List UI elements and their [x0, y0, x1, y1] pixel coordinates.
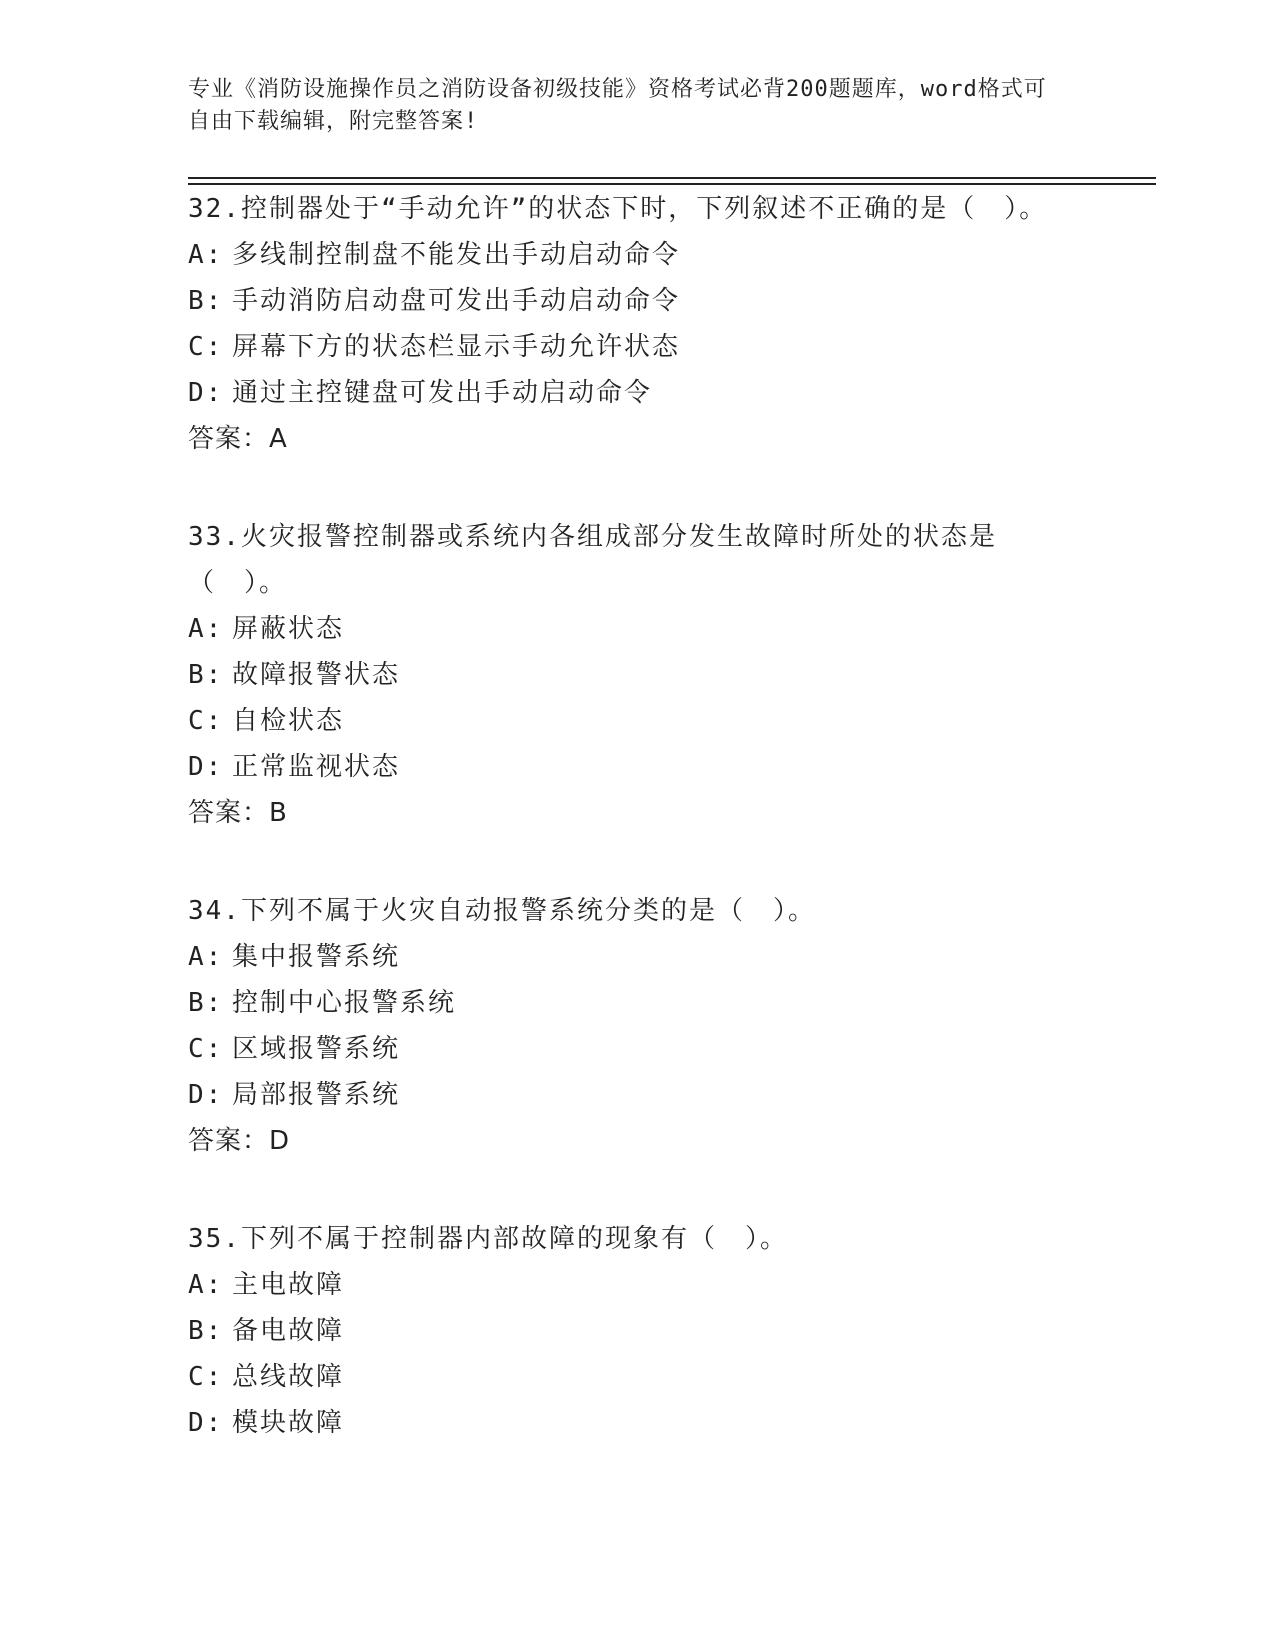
- option-text: 多线制控制盘不能发出手动启动命令: [232, 240, 681, 270]
- answer-line: 答案：D: [188, 1126, 291, 1156]
- option-letter: B:: [188, 286, 224, 316]
- option-text: 主电故障: [232, 1270, 345, 1300]
- option-text: 模块故障: [232, 1408, 345, 1438]
- option-b: [188, 652, 1068, 698]
- option-a: [188, 232, 1068, 278]
- option-letter: D:: [188, 378, 224, 408]
- document-header: 专业《消防设施操作员之消防设备初级技能》资格考试必背200题题库，word格式可自由下载编辑，附完整答案!: [188, 77, 1047, 134]
- header-divider-bottom: [188, 183, 1156, 185]
- option-d: [188, 1400, 1068, 1446]
- option-text: 屏幕下方的状态栏显示手动允许状态: [232, 332, 681, 362]
- option-text: 屏蔽状态: [232, 614, 345, 644]
- option-letter: C:: [188, 706, 224, 736]
- option-text: 总线故障: [232, 1362, 345, 1392]
- question-stem: 32.控制器处于“手动允许”的状态下时，下列叙述不正确的是（ ）。: [188, 194, 1048, 224]
- option-text: 自检状态: [232, 706, 345, 736]
- option-letter: B:: [188, 1316, 224, 1346]
- option-a: [188, 606, 1068, 652]
- option-letter: C:: [188, 1034, 224, 1064]
- option-letter: D:: [188, 1408, 224, 1438]
- option-a: [188, 934, 1068, 980]
- option-text: 控制中心报警系统: [232, 988, 457, 1018]
- question-33: [188, 514, 1068, 836]
- option-d: [188, 744, 1068, 790]
- question-stem: 33.火灾报警控制器或系统内各组成部分发生故障时所处的状态是（ ）。: [188, 522, 997, 598]
- question-32: [188, 186, 1068, 462]
- option-letter: C:: [188, 332, 224, 362]
- question-34: [188, 888, 1068, 1164]
- question-stem: 34.下列不属于火灾自动报警系统分类的是（ ）。: [188, 896, 816, 926]
- option-b: [188, 980, 1068, 1026]
- question-35: [188, 1216, 1068, 1446]
- option-letter: B:: [188, 988, 224, 1018]
- option-letter: C:: [188, 1362, 224, 1392]
- option-letter: A:: [188, 240, 224, 270]
- option-b: [188, 1308, 1068, 1354]
- answer-line: 答案：B: [188, 798, 288, 828]
- option-letter: D:: [188, 752, 224, 782]
- option-d: [188, 370, 1068, 416]
- option-text: 备电故障: [232, 1316, 345, 1346]
- header-divider-top: [188, 177, 1156, 179]
- option-text: 区域报警系统: [232, 1034, 401, 1064]
- option-c: [188, 1354, 1068, 1400]
- option-text: 手动消防启动盘可发出手动启动命令: [232, 286, 681, 316]
- option-text: 正常监视状态: [232, 752, 401, 782]
- option-text: 通过主控键盘可发出手动启动命令: [232, 378, 653, 408]
- option-d: [188, 1072, 1068, 1118]
- question-stem: 35.下列不属于控制器内部故障的现象有（ ）。: [188, 1224, 788, 1254]
- option-c: [188, 698, 1068, 744]
- option-text: 局部报警系统: [232, 1080, 401, 1110]
- option-text: 集中报警系统: [232, 942, 401, 972]
- option-text: 故障报警状态: [232, 660, 401, 690]
- answer-line: 答案：A: [188, 424, 288, 454]
- question-list: [188, 186, 1068, 1498]
- option-letter: D:: [188, 1080, 224, 1110]
- option-c: [188, 1026, 1068, 1072]
- option-letter: A:: [188, 942, 224, 972]
- option-letter: A:: [188, 1270, 224, 1300]
- option-a: [188, 1262, 1068, 1308]
- option-letter: B:: [188, 660, 224, 690]
- option-letter: A:: [188, 614, 224, 644]
- option-b: [188, 278, 1068, 324]
- option-c: [188, 324, 1068, 370]
